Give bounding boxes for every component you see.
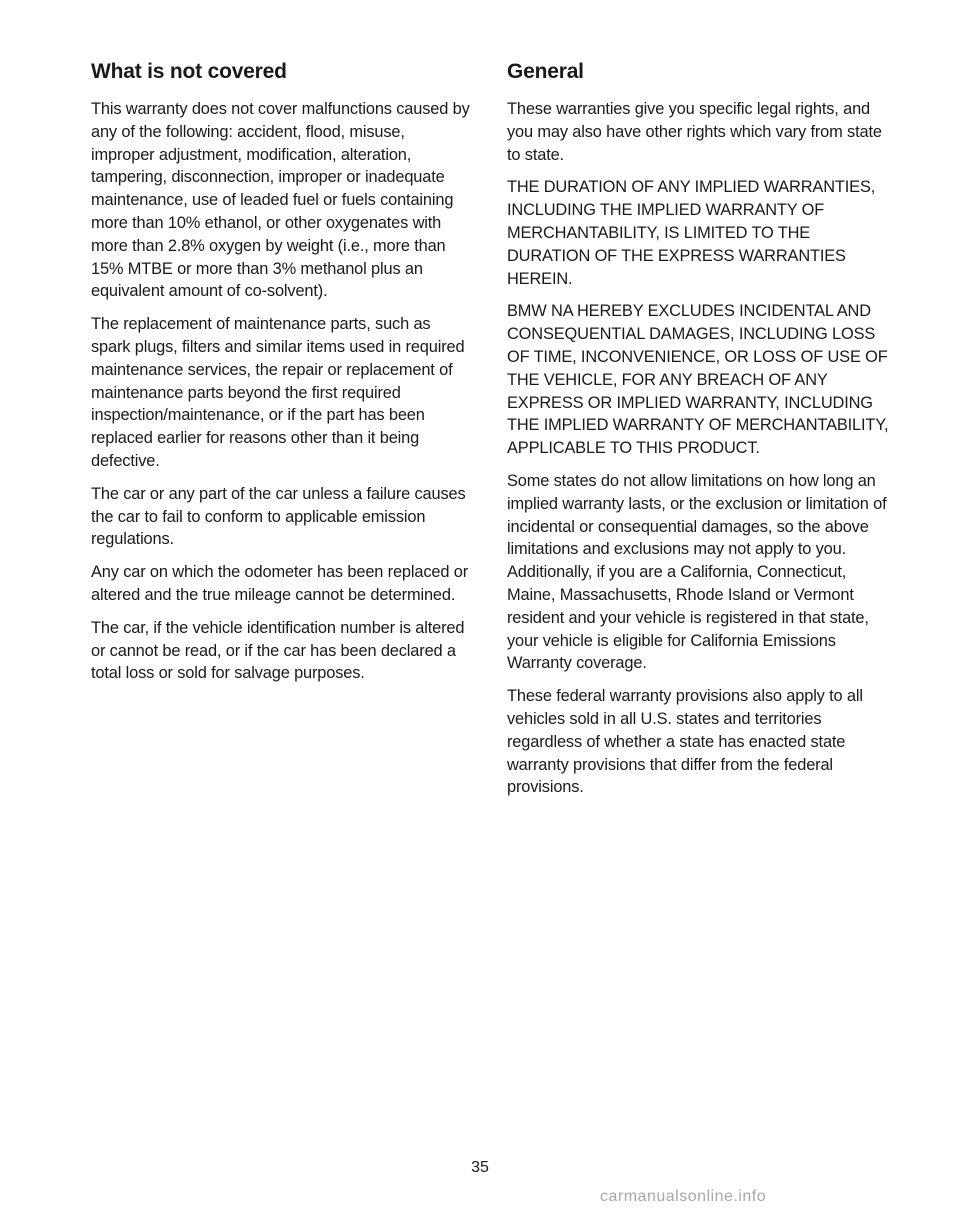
paragraph: Any car on which the odometer has been replaced or altered and the true mileage cannot be determined. xyxy=(91,563,468,604)
left-column xyxy=(91,58,471,695)
paragraph: These warranties give you specific legal rights, and you may also have other rights which vary from state to state. xyxy=(507,100,882,164)
watermark: carmanualsonline.info xyxy=(600,1188,767,1205)
paragraph: BMW NA HEREBY EXCLUDES INCIDENTAL AND CONSEQUENTIAL DAMAGES, INCLUDING LOSS OF TIME, INCONVENIENCE, OR LOSS OF USE OF THE VEHICLE, FOR ANY BREACH OF ANY EXPRESS OR IMPLIED WARRANTY, INCLUDING THE IMPLIED WARRANTY OF MERCHANTABILITY, APPLICABLE TO THIS PRODUCT. xyxy=(507,302,889,458)
section-heading-not-covered: What is not covered xyxy=(91,60,287,83)
paragraph: Some states do not allow limitations on how long an implied warranty lasts, or the exclusion or limitation of incidental or consequential damages, so the above limitations and exclusions may not apply to you. Additionally, if you are a California, Connecticut, Maine, Massachusetts, Rhode Island or Vermont resident and your vehicle is registered in that state, your vehicle is eligible for California Emissions Warranty coverage. xyxy=(507,471,887,673)
paragraph: The car, if the vehicle identification number is altered or cannot be read, or if the car has been declared a total loss or sold for salvage purposes. xyxy=(91,618,465,683)
paragraph: These federal warranty provisions also apply to all vehicles sold in all U.S. states and territories regardless of whether a state has enacted state warranty provisions that differ from the federal provisions. xyxy=(507,687,863,797)
page-number: 35 xyxy=(471,1159,489,1176)
paragraph: The car or any part of the car unless a failure causes the car to fail to conform to applicable emission regulations. xyxy=(91,484,466,549)
paragraph: The replacement of maintenance parts, such as spark plugs, filters and similar items used in required maintenance services, the repair or replacement of maintenance parts beyond the first required inspection/maintenance, or if the part has been replaced earlier for reasons other than it being defective. xyxy=(91,315,465,470)
section-heading-general: General xyxy=(507,60,584,83)
paragraph: This warranty does not cover malfunctions caused by any of the following: accident, flood, misuse, improper adjustment, modification, alteration, tampering, disconnection, improper or inadequate maintenance, use of leaded fuel or fuels containing more than 10% ethanol, or other oxygenates with more than 2.8% oxygen by weight (i.e., more than 15% MTBE or more than 3% methanol plus an equivalent amount of co-solvent). xyxy=(91,100,470,301)
paragraph: THE DURATION OF ANY IMPLIED WARRANTIES, INCLUDING THE IMPLIED WARRANTY OF MERCHANTABILITY, IS LIMITED TO THE DURATION OF THE EXPRESS WARRANTIES HEREIN. xyxy=(507,178,876,288)
right-column xyxy=(507,58,892,809)
